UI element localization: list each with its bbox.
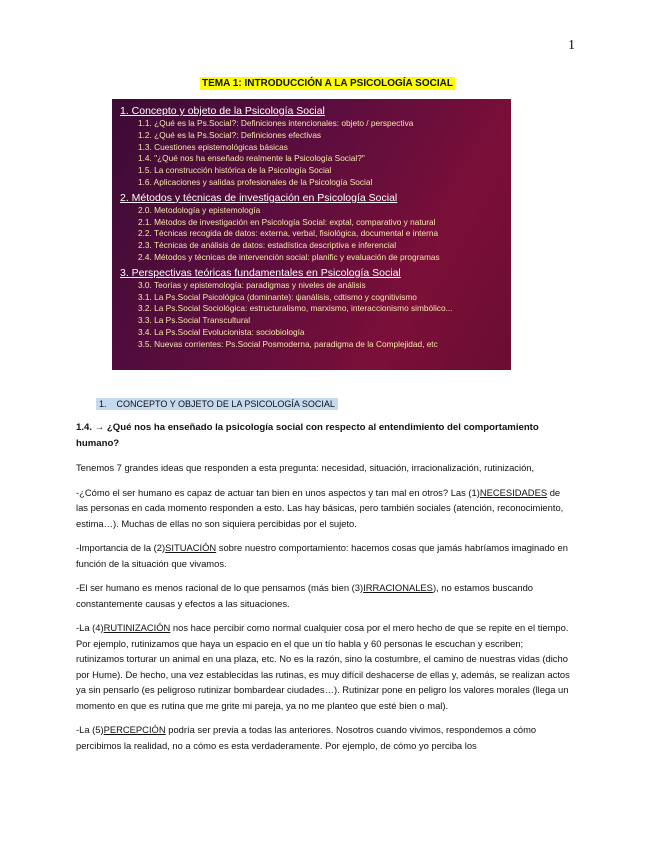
toc-item: 3.0. Teorías y epistemología: paradigmas y niveles de análisis (138, 279, 366, 290)
section-heading (96, 398, 338, 410)
document-title-text: TEMA 1: INTRODUCCIÓN A LA PSICOLOGÍA SOCIAL (202, 78, 453, 89)
paragraph-situacion (76, 540, 571, 571)
toc-section-items (138, 118, 503, 189)
key-term: SITUACIÓN (165, 542, 217, 553)
toc-section-heading: 1. Concepto y objeto de la Psicología Social (120, 105, 325, 117)
toc-item: 1.1. ¿Qué es la Ps.Social?: Definiciones intencionales: objeto / perspectiva (138, 118, 414, 128)
paragraph-text: podría ser previa a todas las anteriores. Nosotros cuando vivimos, respondemos a cómo percibimos la realidad, no a cómo es esta verdaderamente. Por ejemplo, de cómo yo perciba los (76, 724, 537, 751)
toc-section-heading: 3. Perspectivas teóricas fundamentales en Psicología Social (120, 266, 401, 279)
toc-item: 1.5. La construcción histórica de la Psicología Social (138, 165, 332, 176)
toc-section-items (138, 280, 503, 351)
toc-item: 3.2. La Ps.Social Sociológica: estructuralismo, marxismo, interaccionismo simbólico... (138, 303, 453, 314)
paragraph-irracionales (76, 580, 571, 611)
paragraph-text: de las personas en cada momento responden a esto. Las hay básicas, pero también sociales (atención, reconocimiento, estima…). Muchas de ellas no son siquiera percibidas por el sujeto. (76, 486, 564, 529)
paragraph-percepcion (76, 722, 571, 753)
toc-item: 1.3. Cuestiones epistemológicas básicas (138, 141, 288, 152)
paragraph-text: -La (4) (76, 622, 104, 633)
document-title (0, 78, 655, 89)
key-term: PERCEPCIÓN (103, 724, 166, 735)
toc-item: 3.4. La Ps.Social Evolucionista: sociobiología (138, 326, 305, 337)
toc-item: 3.3. La Ps.Social Transcultural (138, 315, 251, 326)
toc-section-items (138, 205, 503, 264)
paragraph-text: -¿Cómo el ser humano es capaz de actuar tan bien en unos aspectos y tan mal en otros? Las (1) (76, 486, 480, 498)
paragraph-text: nos hace percibir como normal cualquier cosa por el mero hecho de que se repite en el tiempo. Por ejemplo, rutinizamos que haya un espacio en el que un tío habla y 60 personas le escuchan y escriben; rutinizamos torturar un animal en una plaza, etc. No es la razón, sino la costumbre, el camino de nuestras vidas (dicho por Hume). De hecho, una vez establecidas las rutinas, es muy difícil deshacerse de ellas y, además, se realizan actos ya sin pensarlo (es peligroso rutinizar bombardear ciudades…). Rutinizar pone en peligro los valores morales (llega un momento en que es rutina que me grite mi pareja, ya no me planteo que esté bien o mal). (76, 622, 570, 711)
key-term: IRRACIONALES (363, 582, 433, 593)
paragraph-text: -La (5) (76, 724, 104, 735)
paragraph-text: -Importancia de la (2) (76, 542, 166, 553)
toc-item: 1.6. Aplicaciones y salidas profesionales de la Psicología Social (138, 176, 373, 187)
toc-item: 3.1. La Ps.Social Psicológica (dominante): ψanálisis, cdtismo y cognitivismo (138, 291, 417, 302)
toc-item: 2.2. Técnicas recogida de datos: externa, verbal, fisiológica, documental e interna (138, 228, 439, 239)
body-text (76, 420, 571, 762)
toc-item: 3.5. Nuevas corrientes: Ps.Social Posmoderna, paradigma de la Complejidad, etc (138, 338, 438, 349)
toc-item: 2.1. Métodos de investigación en Psicología Social: exptal, comparativo y natural (138, 216, 436, 227)
toc-item: 2.4. Métodos y técnicas de intervención social: planific y evaluación de programas (138, 251, 440, 262)
toc-item: 1.2. ¿Qué es la Ps.Social?: Definiciones efectivas (138, 129, 322, 140)
paragraph-rutinizacion (76, 620, 571, 713)
paragraph-necesidades (76, 485, 571, 532)
paragraph-text: -El ser humano es menos racional de lo que pensamos (más bien (3) (76, 582, 364, 593)
paragraph-text: sobre nuestro comportamiento: hacemos cosas que jamás habríamos imaginado en función de la situación que vivamos. (76, 542, 568, 569)
page-number: 1 (568, 38, 575, 53)
question-heading: 1.4. → ¿Qué nos ha enseñado la psicología social con respecto al entendimiento del comportamiento humano? (76, 422, 539, 449)
toc-slide (112, 99, 511, 370)
paragraph-text: ), no estamos buscando constantemente causas y efectos a las situaciones. (76, 582, 533, 609)
section-heading-text: CONCEPTO Y OBJETO DE LA PSICOLOGÍA SOCIAL (116, 399, 335, 409)
key-term: NECESIDADES (479, 486, 548, 498)
intro-paragraph: Tenemos 7 grandes ideas que responden a esta pregunta: necesidad, situación, irracionalización, rutinización, (76, 462, 535, 473)
toc-item: 2.3. Técnicas de análisis de datos: estadística descriptiva e inferencial (138, 240, 397, 251)
toc-section-heading: 2. Métodos y técnicas de investigación en Psicología Social (120, 191, 398, 204)
key-term: RUTINIZACIÓN (103, 622, 171, 633)
toc-item: 1.4. "¿Qué nos ha enseñado realmente la Psicología Social?" (138, 153, 365, 164)
toc-item: 2.0. Metodología y epistemología (138, 204, 261, 215)
section-number: 1. (99, 399, 107, 409)
